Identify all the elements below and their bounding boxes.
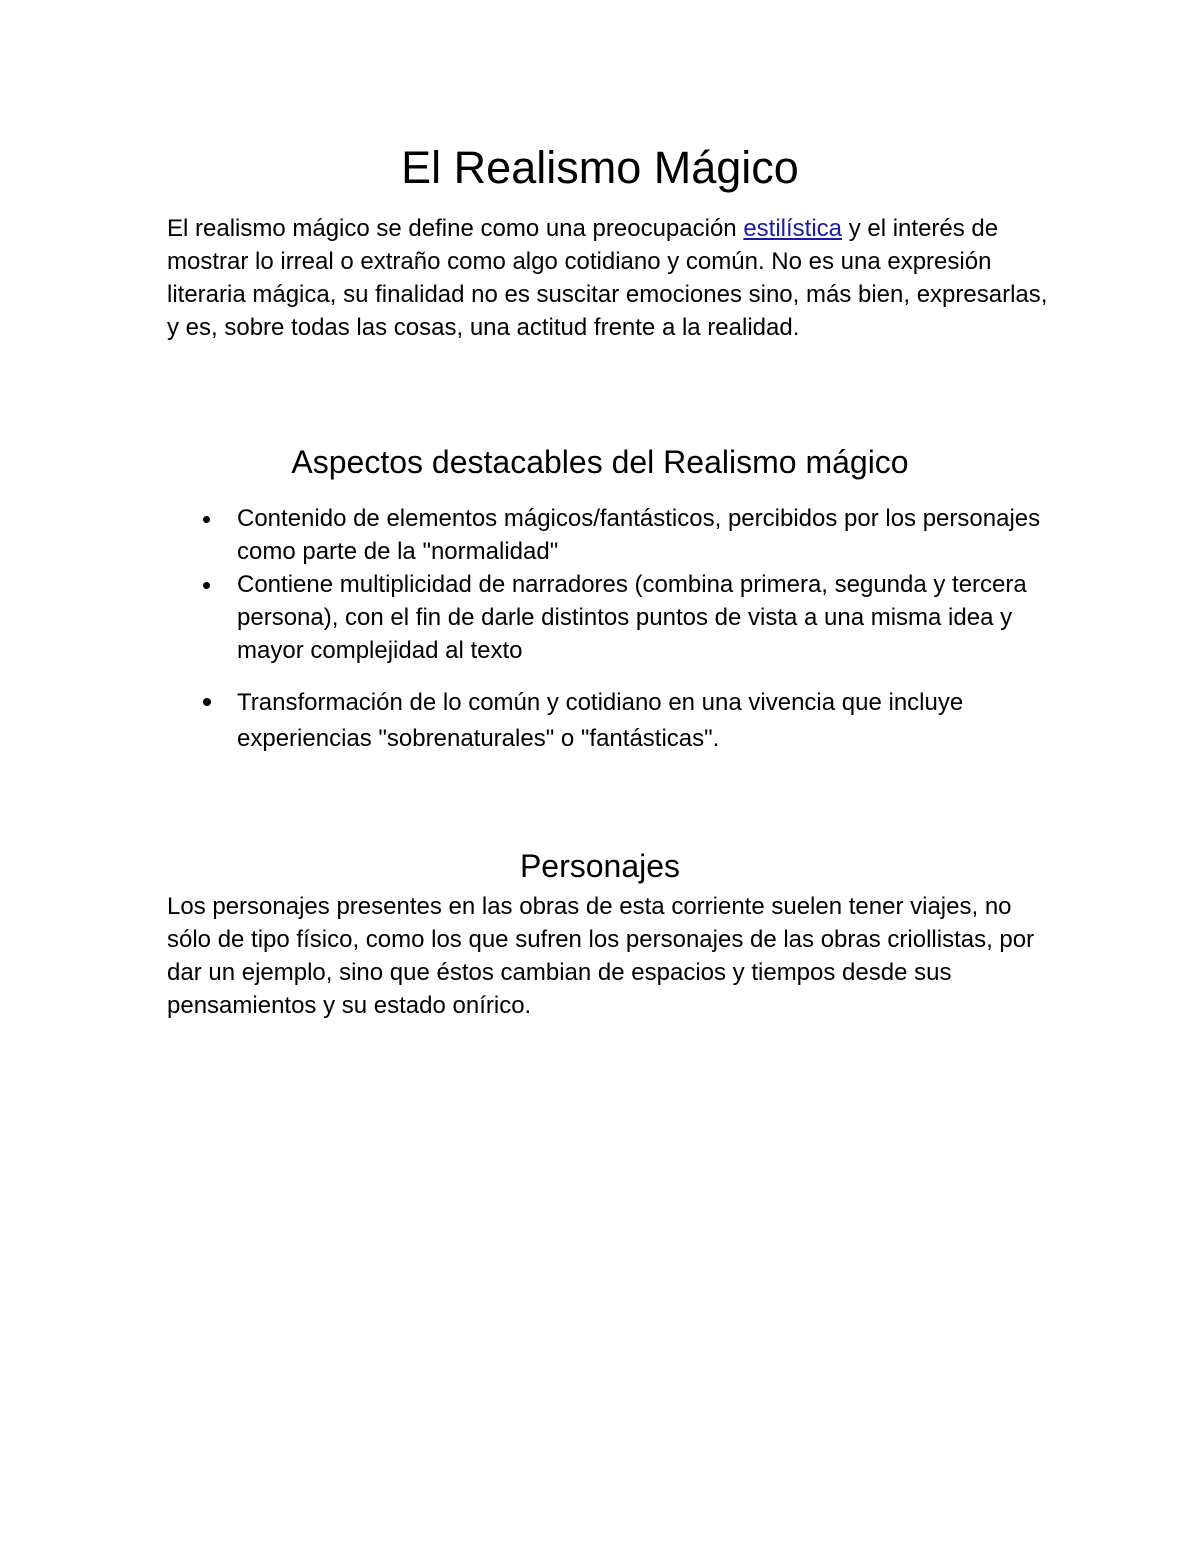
characters-paragraph: Los personajes presentes en las obras de esta corriente suelen tener viajes, no sólo de tipo físico, como los que sufren los personajes de las obras criollistas, por dar un ejemplo, sino que éstos cambian de espacios y tiempos desde sus pensamientos y su estado onírico. [167,893,1035,1019]
estilistica-link[interactable]: estilística [743,215,843,242]
list-item-text: Contiene multiplicidad de narradores (combina primera, segunda y tercera persona), con el fin de darle distintos puntos de vista a una misma idea y mayor complejidad al texto [237,571,1027,664]
list-item-text: Transformación de lo común y cotidiano en una vivencia que incluye experiencias "sobrenaturales" o "fantásticas". [237,689,964,752]
bullet-icon [203,582,210,589]
bullet-icon [203,698,211,706]
aspects-list [237,502,1057,667]
aspects-heading: Aspectos destacables del Realismo mágico [291,444,909,480]
list-item [237,502,1057,568]
document-title: El Realismo Mágico [401,142,799,193]
intro-text-before-link: El realismo mágico se define como una preocupación [167,215,744,242]
intro-paragraph [167,212,1057,344]
aspects-list-continued [237,685,1057,757]
list-item-text: Contenido de elementos mágicos/fantásticos, percibidos por los personajes como parte de la "normalidad" [237,505,1041,565]
bullet-icon [203,516,210,523]
characters-heading: Personajes [519,848,681,884]
list-item [237,568,1057,667]
list-item [237,685,1057,757]
intro-text-after-link: y el interés de mostrar lo irreal o extraño como algo cotidiano y común. No es una expresión literaria mágica, su finalidad no es suscitar emociones sino, más bien, expresarlas, y es, sobre todas las cosas, una actitud frente a la realidad. [167,215,1048,341]
